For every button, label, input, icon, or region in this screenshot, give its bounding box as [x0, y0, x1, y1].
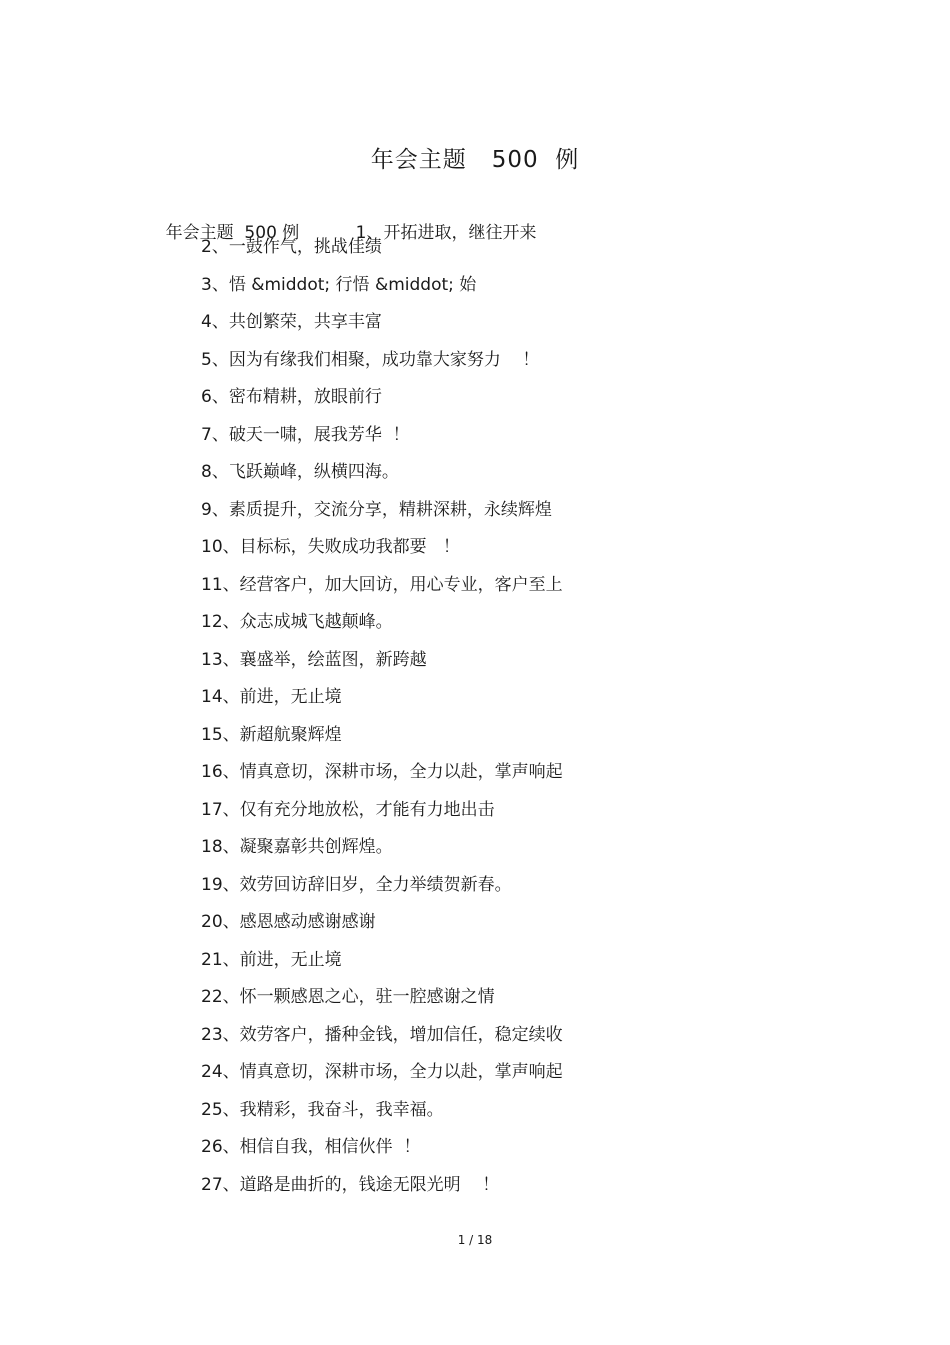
- list-item: 22、怀一颗感恩之心，驻一腔感谢之情: [201, 987, 495, 1007]
- document-subtitle: 年会主题 500 例: [165, 223, 300, 243]
- page-number: 1 / 18: [457, 1233, 493, 1247]
- list-item: 15、新超航聚辉煌: [201, 724, 342, 745]
- list-item: 24、情真意切，深耕市场，全力以赴，掌声响起: [201, 1062, 563, 1082]
- list-item: 19、效劳回访辞旧岁，全力举绩贺新春。: [201, 874, 512, 895]
- list-item: 16、情真意切，深耕市场，全力以赴，掌声响起: [201, 762, 563, 782]
- document-title: 年会主题 500 例: [370, 147, 580, 173]
- list-item: 18、凝聚嘉彰共创辉煌。: [201, 837, 393, 857]
- list-item: 5、因为有缘我们相聚，成功靠大家努力 ！: [201, 349, 540, 370]
- list-item: 6、密布精耕，放眼前行: [201, 387, 382, 407]
- list-item: 4、共创繁荣，共享丰富: [201, 312, 382, 332]
- list-item: 1、开拓进取，继往开来: [355, 223, 537, 243]
- list-item: 2、一鼓作气，挑战佳绩: [201, 237, 382, 257]
- list-item: 20、感恩感动感谢感谢: [201, 912, 376, 932]
- list-item: 13、襄盛举，绘蓝图，新跨越: [201, 649, 427, 670]
- list-item: 3、悟 &middot; 行悟 &middot; 始: [201, 274, 477, 295]
- list-item: 17、仅有充分地放松，才能有力地出击: [201, 799, 495, 820]
- list-item: 9、素质提升，交流分享，精耕深耕，永续辉煌: [201, 499, 552, 520]
- list-item: 12、众志成城飞越颠峰。: [201, 612, 393, 632]
- list-item: 8、飞跃巅峰，纵横四海。: [201, 462, 399, 482]
- theme-list: [201, 235, 563, 1210]
- list-item: 26、相信自我，相信伙伴 ！: [201, 1137, 421, 1157]
- list-item: 10、目标标，失败成功我都要 ！: [201, 537, 460, 557]
- list-item: 11、经营客户，加大回访，用心专业，客户至上: [201, 574, 563, 595]
- list-item: 7、破天一啸，展我芳华 ！: [201, 424, 410, 445]
- list-item: 27、道路是曲折的，钱途无限光明 ！: [201, 1174, 500, 1195]
- list-item: 21、前进，无止境: [201, 949, 342, 970]
- list-item: 25、我精彩，我奋斗，我幸福。: [201, 1099, 444, 1120]
- list-item: 14、前进，无止境: [201, 687, 342, 707]
- list-item: 23、效劳客户，播种金钱，增加信任，稳定续收: [201, 1024, 563, 1045]
